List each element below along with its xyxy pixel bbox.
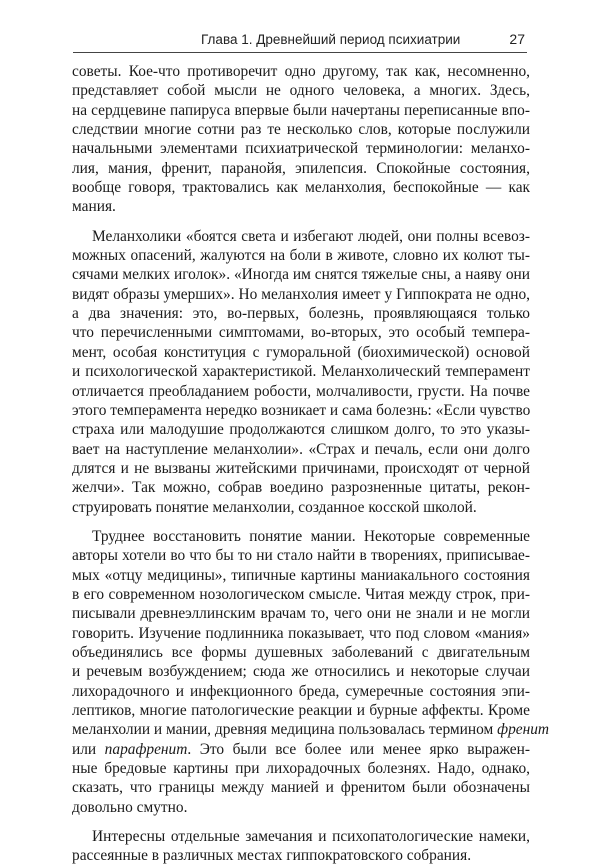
text-line: можных опасений, жалуются на боли в животе, словно их колют ты- — [72, 247, 530, 265]
text-line: мания. — [72, 198, 116, 216]
text-line: вообще говоря, трактовались как меланхолия, беспокойные — как — [72, 179, 530, 197]
text-line: лептиков, многие патологические реакции и бурные аффекты. Кроме — [72, 702, 530, 719]
text-line: лия, мания, френит, паранойя, эпилепсия. Спокойные состояния, — [72, 159, 530, 177]
text-line: начальными элементами психиатрической терминологии: меланхо- — [72, 140, 530, 158]
text-line: сячами мелких иголок». «Иногда им снятся тяжелые сны, а наяву они — [72, 266, 530, 284]
text-line: следствии многие сотни раз те несколько слов, которые послужили — [72, 121, 530, 139]
text-line: довольно смутно. — [72, 798, 188, 816]
text-line: вает на наступление меланхолии». «Страх и печаль, если они долго — [72, 440, 530, 458]
text-line: писывали древнеэллинским врачам то, чего они не знали и не могли — [72, 605, 530, 623]
text-line: объединялись все формы душевных заболеваний с двигательным — [72, 643, 530, 661]
text-line: видят образы умерших». Но меланхолия имеет у Гиппократа не одно, — [72, 285, 530, 303]
text-line: лихорадочного и инфекционного бреда, сумеречные состояния эпи- — [72, 682, 530, 700]
text-line: представляет собой мысли не одного человека, а многих. Здесь, — [72, 82, 530, 100]
text-line: и психологической характеристикой. Меланхолический темперамент — [72, 363, 530, 381]
paragraph-1 — [72, 62, 530, 217]
text-line: длятся и не вызваны житейскими причинами, происходят от черной — [72, 459, 530, 477]
text-line: Интересны отдельные замечания и психопатологические намеки, — [92, 828, 530, 846]
text-run: . Это были все более или менее ярко выражен- — [187, 740, 530, 758]
text-line: струировать понятие меланхолии, созданное косской школой. — [72, 498, 477, 516]
text-line: сказать, что границы между манией и френитом были обозначены — [72, 779, 530, 797]
paragraph-3 — [72, 527, 550, 817]
chapter-title: Глава 1. Древнейший период психиатрии — [201, 32, 461, 47]
text-line: а два значения: это, во-первых, болезнь, проявляющаяся только — [72, 305, 530, 323]
text-line: на сердцевине папируса впервые были начертаны переписанные впо- — [72, 101, 530, 119]
text-line: Меланхолики «боятся света и избегают людей, они полны всевоз- — [92, 227, 530, 245]
paragraph-4 — [72, 827, 530, 866]
term-parafrenit: парафренит — [104, 740, 188, 758]
text-line: отличается преобладанием робости, молчаливости, грусти. На почве — [72, 382, 530, 400]
text-line: рассеянные в различных местах гиппократовского собрания. — [72, 847, 472, 865]
text-line: Труднее восстановить понятие мании. Некоторые современные — [92, 527, 530, 545]
term-frenit: френит — [497, 721, 550, 739]
text-run: меланхолии и мании, древняя медицина пользовалась термином — [72, 721, 498, 739]
text-line: мент, особая конституция с гуморальной (биохимической) основой — [72, 343, 530, 361]
paragraph-2 — [72, 227, 530, 517]
running-header — [73, 30, 527, 53]
page-number: 27 — [509, 31, 525, 47]
text-line: этого темперамента нередко возникает и сама болезнь: «Если чувство — [72, 401, 531, 419]
text-line: говорить. Изучение подлинника показывает, что под словом «мания» — [72, 624, 530, 642]
text-line: что перечисленными симптомами, во-вторых, это особый темпера- — [72, 324, 530, 342]
text-run: или — [72, 740, 105, 758]
text-line: мых «отцу медицины», типичные картины маниакального состояния — [72, 566, 530, 584]
text-line — [72, 720, 550, 739]
text-line: страха или малодушие продолжаются слишком долго, то это указы- — [72, 421, 530, 439]
text-line: в его современном нозологическом смысле. Читая между строк, при- — [72, 585, 530, 603]
text-line: и речевым возбуждением; сюда же относились и некоторые случаи — [72, 663, 530, 681]
text-line: желчи». Так можно, собрав воедино разрозненные цитаты, рекон- — [72, 479, 530, 497]
body-text — [72, 62, 550, 866]
text-line — [72, 740, 530, 759]
text-line: ные бредовые картины при лихорадочных болезнях. Надо, однако, — [72, 760, 530, 778]
text-line: авторы хотели во что бы то ни стало найти в творениях, приписывае- — [72, 547, 530, 565]
text-line: советы. Кое-что противоречит одно другому, так как, несомненно, — [72, 63, 530, 80]
